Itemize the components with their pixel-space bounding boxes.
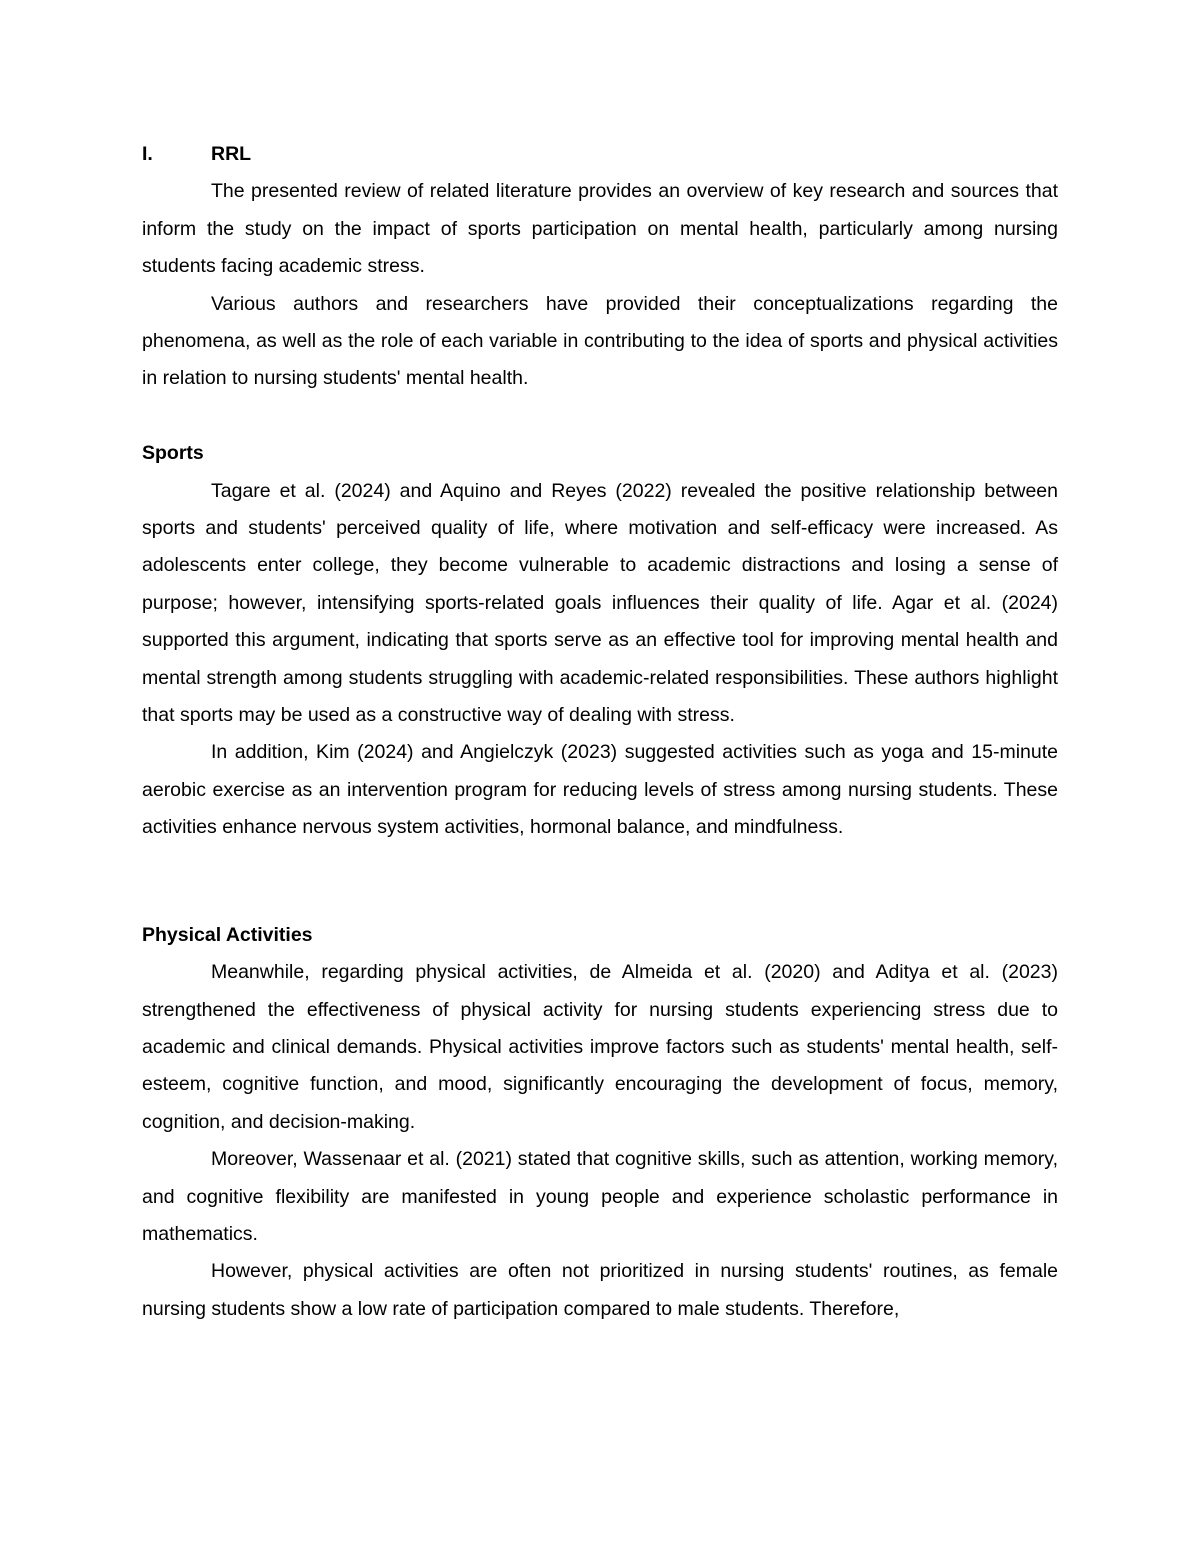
section-heading <box>142 136 1058 173</box>
sports-paragraph-2: In addition, Kim (2024) and Angielczyk (2023) suggested activities such as yoga and 15-minute aerobic exercise as an intervention program for reducing levels of stress among nursing students. These activities enhance nervous system activities, hormonal balance, and mindfulness. <box>142 741 1058 839</box>
physical-activities-paragraph-1: Meanwhile, regarding physical activities, de Almeida et al. (2020) and Aditya et al. (2023) strengthened the effectiveness of physical activity for nursing students experiencing stress due to academic and clinical demands. Physical activities improve factors such as students' mental health, self-esteem, cognitive function, and mood, significantly encouraging the development of focus, memory, cognition, and decision-making. <box>142 961 1058 1133</box>
section-title: RRL <box>211 143 252 165</box>
physical-activities-paragraph-3: However, physical activities are often not prioritized in nursing students' routines, as female nursing students show a low rate of participation compared to male students. Therefore, <box>142 1260 1058 1320</box>
physical-activities-heading: Physical Activities <box>142 923 313 946</box>
sports-heading: Sports <box>142 442 204 465</box>
document-page <box>142 136 1058 1328</box>
spacer <box>142 398 1058 435</box>
physical-activities-paragraph-2: Moreover, Wassenaar et al. (2021) stated that cognitive skills, such as attention, working memory, and cognitive flexibility are manifested in young people and experience scholastic performance in mathematics. <box>142 1148 1058 1245</box>
sports-paragraph-1: Tagare et al. (2024) and Aquino and Reyes (2022) revealed the positive relationship between sports and students' perceived quality of life, where motivation and self-efficacy were increased. As adolescents enter college, they become vulnerable to academic distractions and losing a sense of purpose; however, intensifying sports-related goals influences their quality of life. Agar et al. (2024) supported this argument, indicating that sports serve as an effective tool for improving mental health and mental strength among students struggling with academic-related responsibilities. These authors highlight that sports may be used as a constructive way of dealing with stress. <box>142 479 1058 727</box>
section-number: I. <box>142 143 153 165</box>
spacer <box>142 847 1058 917</box>
intro-paragraph-2: Various authors and researchers have provided their conceptualizations regarding the phenomena, as well as the role of each variable in contributing to the idea of sports and physical activities in relation to nursing students' mental health. <box>142 292 1058 390</box>
intro-paragraph-1: The presented review of related literature provides an overview of key research and sources that inform the study on the impact of sports participation on mental health, particularly among nursing students facing academic stress. <box>142 180 1058 278</box>
